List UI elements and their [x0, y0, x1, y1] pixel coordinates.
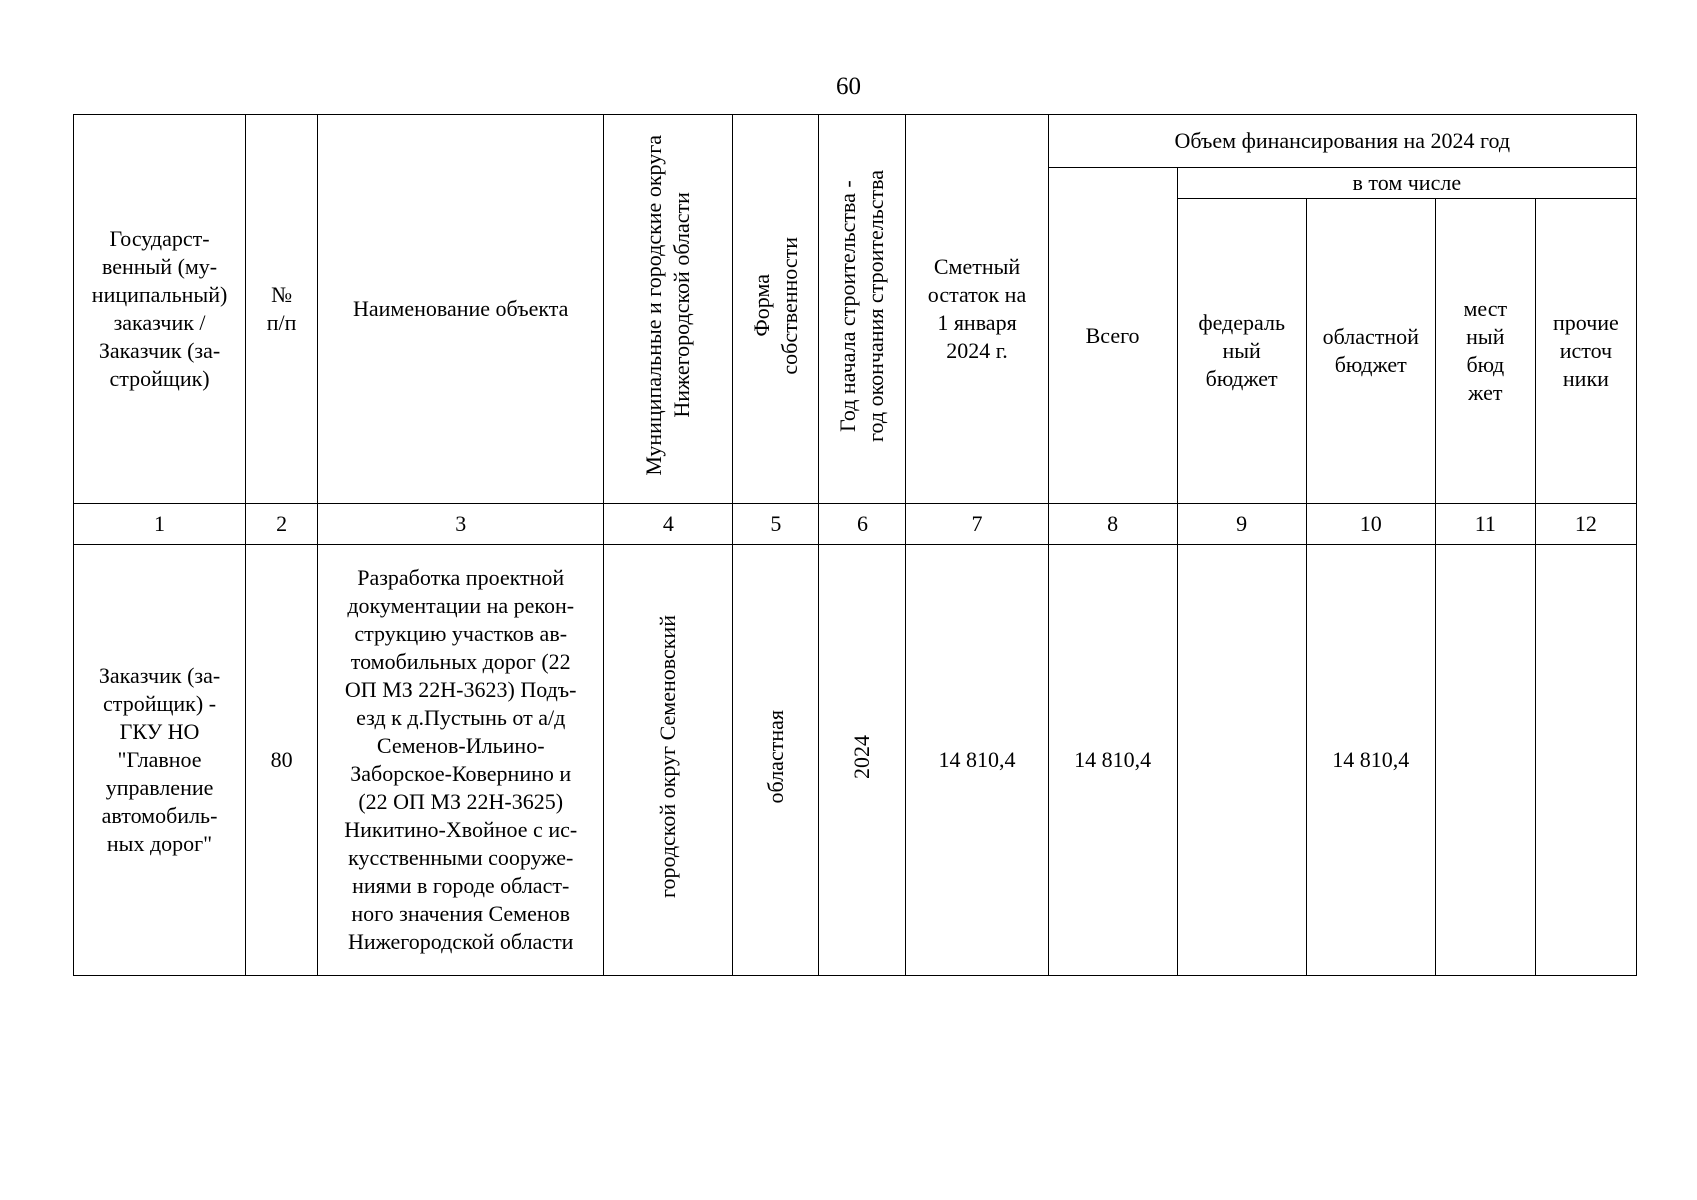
regional-cell: 14 810,4	[1306, 545, 1435, 976]
column-number: 6	[819, 504, 906, 545]
row-number-cell: 80	[246, 545, 318, 976]
header-customer: Государст- венный (му- ниципальный) заказчик / Заказчик (за- стройщик)	[74, 115, 246, 504]
header-funding-group: Объем финансирования на 2024 год	[1048, 115, 1636, 168]
column-number: 12	[1535, 504, 1636, 545]
column-number: 5	[733, 504, 819, 545]
column-number: 7	[906, 504, 1048, 545]
header-object-name: Наименование объекта	[318, 115, 604, 504]
other-cell	[1535, 545, 1636, 976]
header-ownership: Форма собственности	[733, 115, 819, 504]
municipality-cell: городской округ Семеновский	[604, 545, 733, 976]
local-cell	[1435, 545, 1535, 976]
investment-table	[73, 114, 1637, 976]
header-other: прочие источ ники	[1535, 199, 1636, 504]
header-regional: областной бюджет	[1306, 199, 1435, 504]
customer-cell: Заказчик (за- стройщик) - ГКУ НО "Главное управление автомобиль- ных дорог"	[74, 545, 246, 976]
column-number-row	[74, 504, 1637, 545]
header-years: Год начала строительства - год окончания строительства	[819, 115, 906, 504]
header-estimated-balance: Сметный остаток на 1 января 2024 г.	[906, 115, 1048, 504]
column-number: 9	[1177, 504, 1306, 545]
ownership-cell: областная	[733, 545, 819, 976]
column-number: 11	[1435, 504, 1535, 545]
header-total: Всего	[1048, 168, 1177, 504]
years-cell: 2024	[819, 545, 906, 976]
column-number: 10	[1306, 504, 1435, 545]
header-federal: федераль ный бюджет	[1177, 199, 1306, 504]
column-number: 8	[1048, 504, 1177, 545]
header-local: мест ный бюд жет	[1435, 199, 1535, 504]
column-number: 1	[74, 504, 246, 545]
column-number: 2	[246, 504, 318, 545]
table-row	[74, 545, 1637, 976]
column-number: 3	[318, 504, 604, 545]
federal-cell	[1177, 545, 1306, 976]
estimated-balance-cell: 14 810,4	[906, 545, 1048, 976]
header-including: в том числе	[1177, 168, 1636, 199]
page-number: 60	[836, 73, 861, 100]
column-number: 4	[604, 504, 733, 545]
object-name-cell: Разработка проектной документации на рекон- струкцию участков ав- томобильных дорог (22 ОП МЗ 22Н-3623) Подъ- езд к д.Пустынь от а/д Семенов-Ильино- Заборское-Ковернино и (22 ОП МЗ 22Н-3625) Никитино-Хвойное с ис- кусственными сооруже- ниями в городе област- ного значения Семенов Нижегородской области	[318, 545, 604, 976]
header-number: № п/п	[246, 115, 318, 504]
total-cell: 14 810,4	[1048, 545, 1177, 976]
header-municipality: Муниципальные и городские округа Нижегородской области	[604, 115, 733, 504]
